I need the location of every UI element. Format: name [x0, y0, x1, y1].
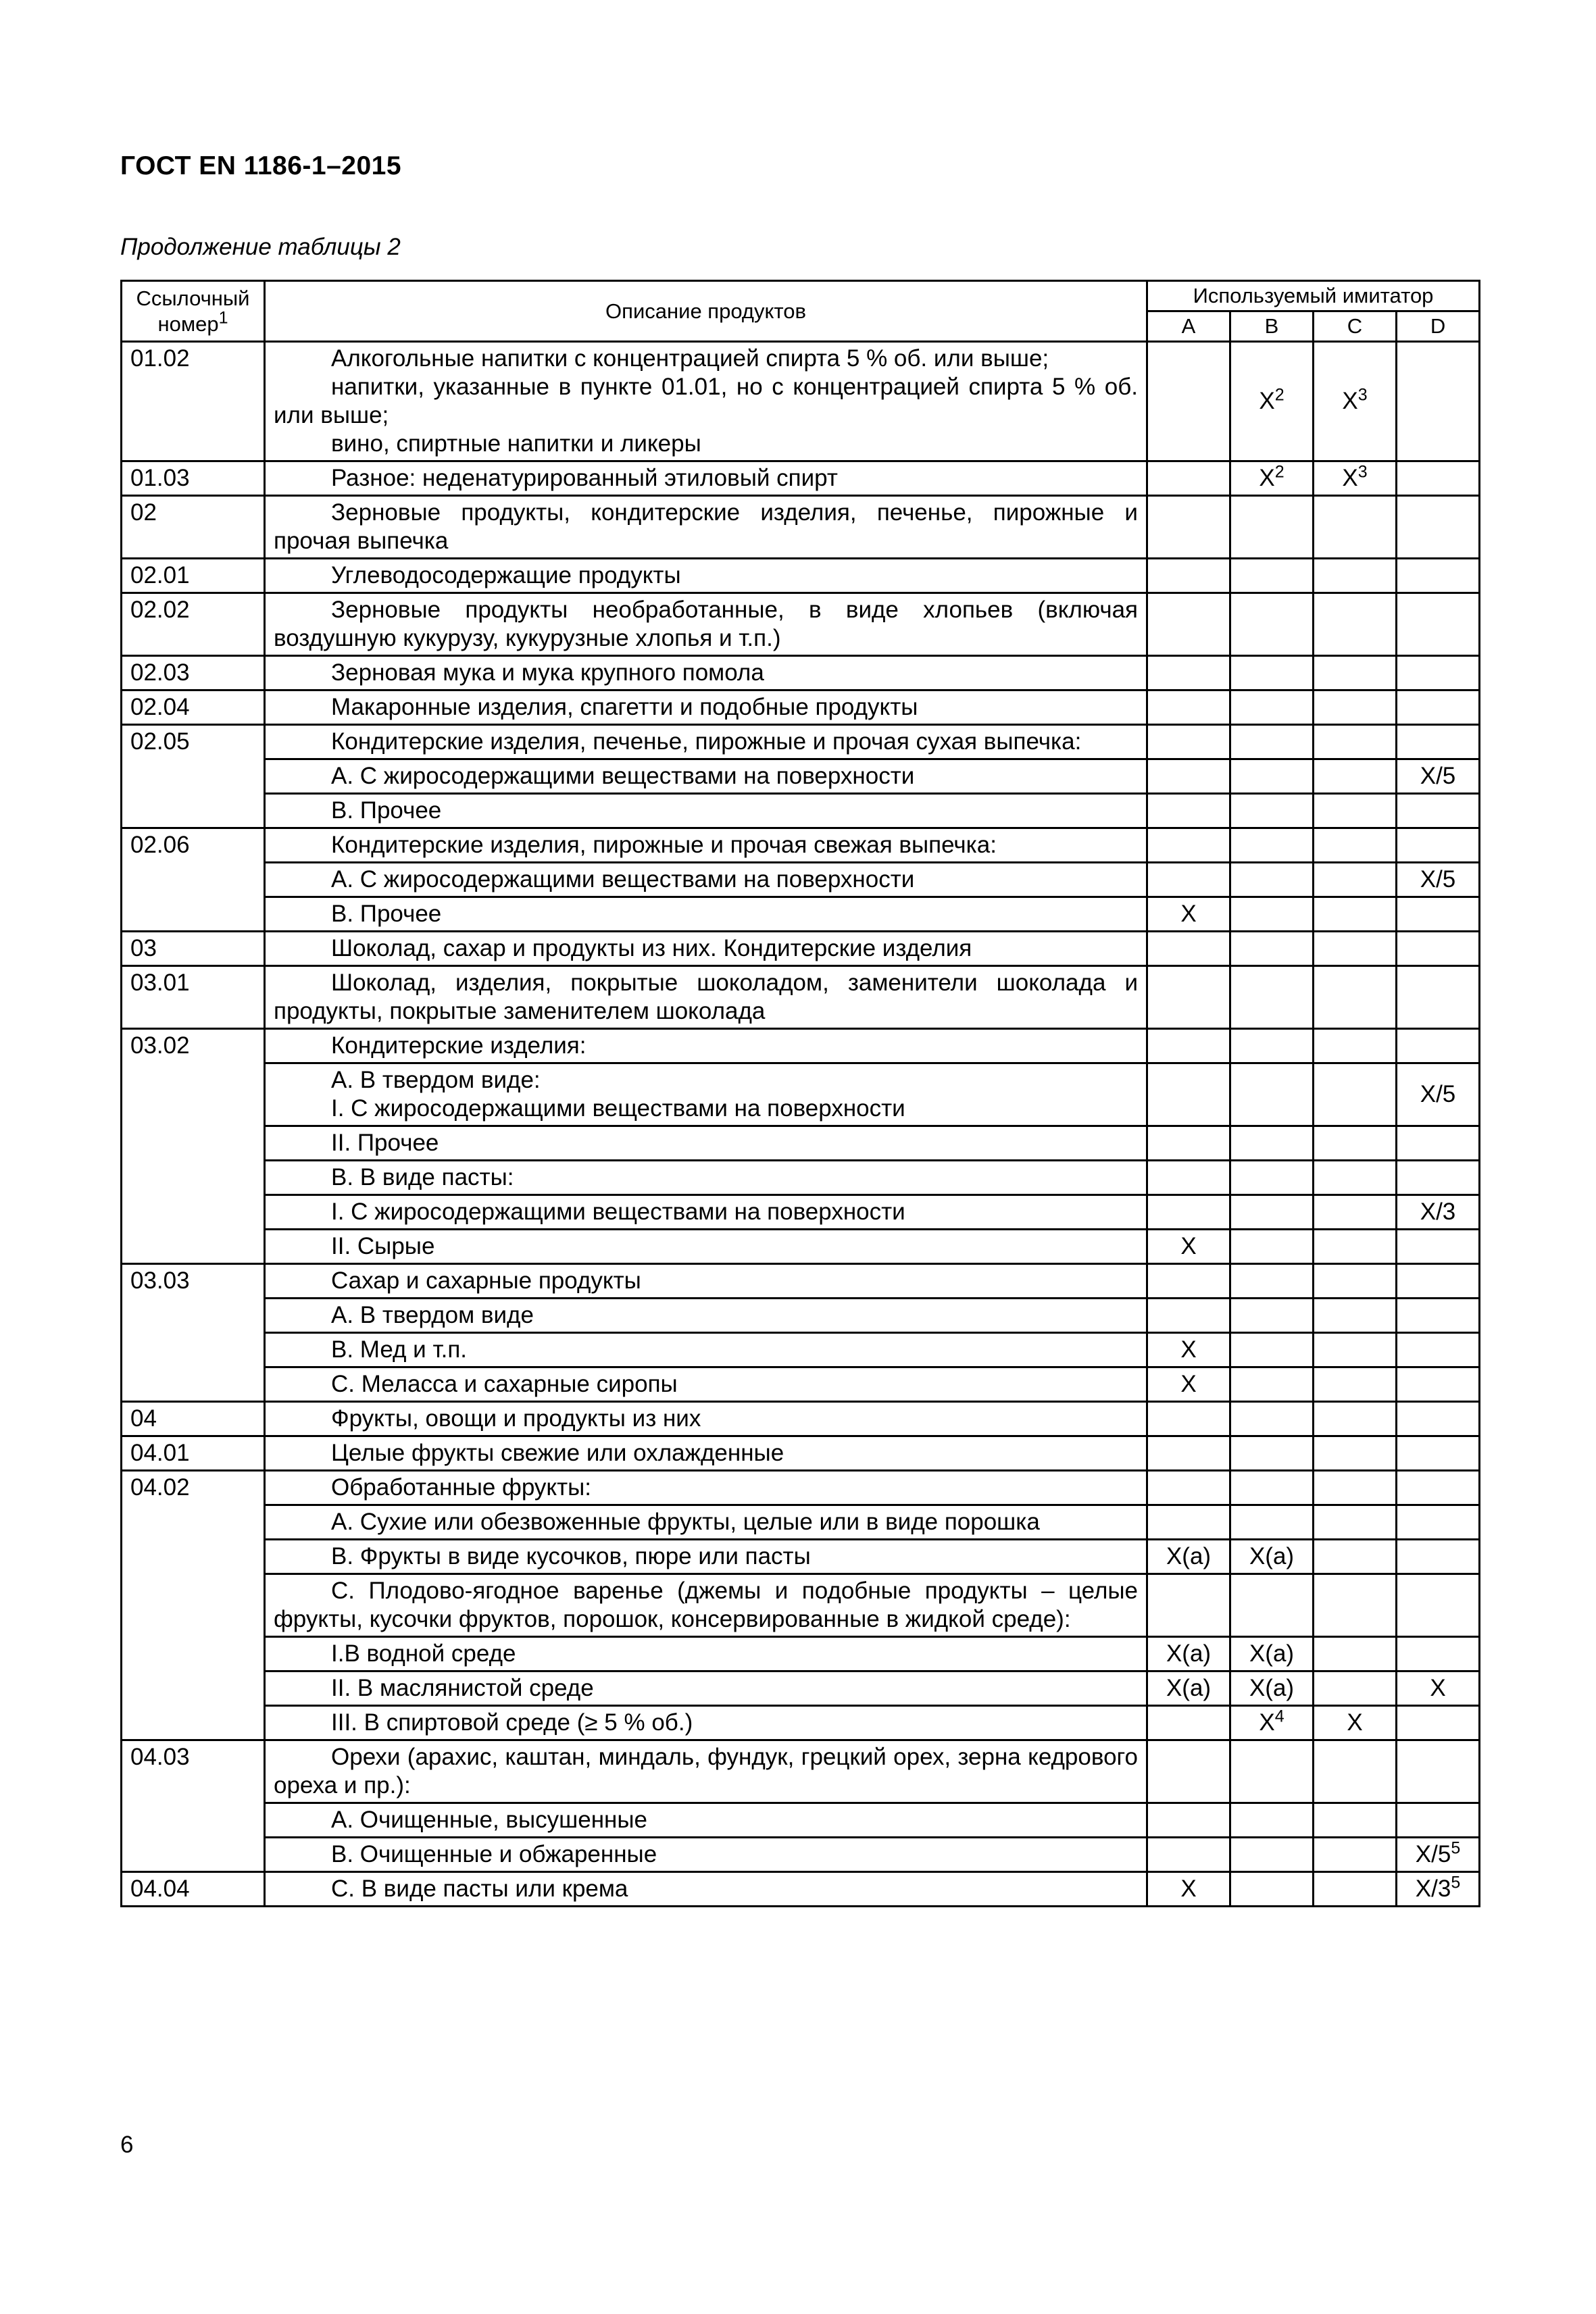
- mark-d: [1397, 932, 1480, 966]
- mark-d: [1397, 1436, 1480, 1471]
- table-row: [122, 1574, 1480, 1637]
- description: Алкогольные напитки с концентрацией спирта 5 % об. или выше; напитки, указанные в пункте 01.01, но с концентрацией спирта 5 % об. или выше; вино, спиртные напитки и ликеры: [265, 342, 1147, 461]
- ref-code: 03.02: [122, 1029, 265, 1264]
- mark-b: [1230, 1471, 1314, 1505]
- table-row: [122, 1299, 1480, 1333]
- mark-a: [1147, 794, 1230, 828]
- mark-a: X: [1147, 1872, 1230, 1907]
- mark-a: [1147, 1505, 1230, 1540]
- mark-c: [1314, 828, 1397, 863]
- mark-c: [1314, 1471, 1397, 1505]
- mark-a: X(a): [1147, 1637, 1230, 1671]
- description: Шоколад, изделия, покрытые шоколадом, заменители шоколада и продукты, покрытые заменителем шоколада: [265, 966, 1147, 1029]
- ref-code: 01.02: [122, 342, 265, 461]
- mark-c: [1314, 1872, 1397, 1907]
- description: A. С жиросодержащими веществами на поверхности: [265, 863, 1147, 897]
- mark-b: $X^2$: [1230, 461, 1314, 496]
- mark-d: $X/5^5$: [1397, 1838, 1480, 1872]
- mark-a: X: [1147, 1367, 1230, 1402]
- table-row: [122, 1029, 1480, 1063]
- mark-d: [1397, 794, 1480, 828]
- description: II. Сырые: [265, 1230, 1147, 1264]
- mark-d: [1397, 496, 1480, 559]
- mark-b: X(a): [1230, 1671, 1314, 1706]
- description: B. Прочее: [265, 794, 1147, 828]
- mark-d: [1397, 1505, 1480, 1540]
- document-title: ГОСТ EN 1186-1–2015: [120, 151, 402, 180]
- mark-c: [1314, 593, 1397, 656]
- description: Разное: неденатурированный этиловый спирт: [265, 461, 1147, 496]
- mark-b: [1230, 1126, 1314, 1161]
- ref-code: 04.02: [122, 1471, 265, 1740]
- mark-b: [1230, 1574, 1314, 1637]
- mark-c: [1314, 1637, 1397, 1671]
- description: Сахар и сахарные продукты: [265, 1264, 1147, 1299]
- table-row: [122, 1838, 1480, 1872]
- header-sim-a: A: [1147, 311, 1230, 342]
- mark-d: [1397, 690, 1480, 725]
- mark-d: [1397, 461, 1480, 496]
- mark-b: [1230, 1230, 1314, 1264]
- mark-d: X: [1397, 1671, 1480, 1706]
- mark-c: $X^3$: [1314, 342, 1397, 461]
- mark-c: [1314, 863, 1397, 897]
- description: Обработанные фрукты:: [265, 1471, 1147, 1505]
- mark-d: [1397, 1803, 1480, 1838]
- description: Кондитерские изделия, печенье, пирожные и прочая сухая выпечка:: [265, 725, 1147, 759]
- mark-c: [1314, 1264, 1397, 1299]
- header-description: Описание продуктов: [265, 281, 1147, 342]
- ref-code: 02.05: [122, 725, 265, 828]
- table-row: [122, 1436, 1480, 1471]
- mark-a: [1147, 1471, 1230, 1505]
- mark-d: [1397, 1402, 1480, 1436]
- table-row: [122, 1402, 1480, 1436]
- table-row: [122, 1063, 1480, 1126]
- table-row: [122, 725, 1480, 759]
- mark-b: [1230, 496, 1314, 559]
- mark-a: [1147, 1029, 1230, 1063]
- mark-c: $X^3$: [1314, 461, 1397, 496]
- mark-c: [1314, 1333, 1397, 1367]
- mark-c: [1314, 1671, 1397, 1706]
- mark-d: X/5: [1397, 759, 1480, 794]
- mark-c: [1314, 496, 1397, 559]
- description: A. Сухие или обезвоженные фрукты, целые или в виде порошка: [265, 1505, 1147, 1540]
- mark-b: [1230, 932, 1314, 966]
- mark-c: [1314, 656, 1397, 690]
- ref-code: 02.02: [122, 593, 265, 656]
- description: Кондитерские изделия:: [265, 1029, 1147, 1063]
- table-row: [122, 897, 1480, 932]
- description: Зерновые продукты, кондитерские изделия, печенье, пирожные и прочая выпечка: [265, 496, 1147, 559]
- ref-code: 04.04: [122, 1872, 265, 1907]
- mark-c: [1314, 1740, 1397, 1803]
- table-row: [122, 1264, 1480, 1299]
- mark-b: [1230, 690, 1314, 725]
- description: B. Фрукты в виде кусочков, пюре или пасты: [265, 1540, 1147, 1574]
- mark-a: [1147, 1299, 1230, 1333]
- description: B. Очищенные и обжаренные: [265, 1838, 1147, 1872]
- mark-d: [1397, 828, 1480, 863]
- mark-b: [1230, 725, 1314, 759]
- table-row: [122, 461, 1480, 496]
- mark-a: [1147, 1126, 1230, 1161]
- mark-d: [1397, 1126, 1480, 1161]
- mark-a: [1147, 593, 1230, 656]
- ref-code: 04: [122, 1402, 265, 1436]
- table-row: [122, 966, 1480, 1029]
- table-row: [122, 1367, 1480, 1402]
- description: B. Прочее: [265, 897, 1147, 932]
- mark-a: [1147, 828, 1230, 863]
- mark-c: [1314, 559, 1397, 593]
- mark-b: [1230, 1161, 1314, 1195]
- mark-d: [1397, 1299, 1480, 1333]
- description: II. Прочее: [265, 1126, 1147, 1161]
- table-row: [122, 1505, 1480, 1540]
- mark-b: [1230, 1402, 1314, 1436]
- mark-d: [1397, 1161, 1480, 1195]
- mark-c: [1314, 1436, 1397, 1471]
- mark-a: X: [1147, 897, 1230, 932]
- description: B. В виде пасты:: [265, 1161, 1147, 1195]
- description: A. С жиросодержащими веществами на поверхности: [265, 759, 1147, 794]
- header-simulant: Используемый имитатор: [1147, 281, 1480, 311]
- mark-c: X: [1314, 1706, 1397, 1740]
- mark-c: [1314, 1195, 1397, 1230]
- page-number: 6: [120, 2132, 134, 2158]
- ref-code: 04.01: [122, 1436, 265, 1471]
- mark-c: [1314, 897, 1397, 932]
- header-row: [122, 281, 1480, 311]
- header-sim-c: C: [1314, 311, 1397, 342]
- mark-a: [1147, 725, 1230, 759]
- mark-b: X(a): [1230, 1540, 1314, 1574]
- mark-b: [1230, 1505, 1314, 1540]
- mark-b: [1230, 1838, 1314, 1872]
- mark-d: [1397, 1637, 1480, 1671]
- mark-a: [1147, 1740, 1230, 1803]
- mark-c: [1314, 1126, 1397, 1161]
- mark-d: [1397, 1264, 1480, 1299]
- mark-a: [1147, 1803, 1230, 1838]
- mark-d: [1397, 559, 1480, 593]
- mark-d: X/5: [1397, 863, 1480, 897]
- mark-b: [1230, 897, 1314, 932]
- mark-b: [1230, 966, 1314, 1029]
- table-row: [122, 1671, 1480, 1706]
- table-row: [122, 759, 1480, 794]
- table-row: [122, 1740, 1480, 1803]
- mark-a: [1147, 1436, 1230, 1471]
- mark-c: [1314, 1161, 1397, 1195]
- description: A. Очищенные, высушенные: [265, 1803, 1147, 1838]
- ref-code: 02.04: [122, 690, 265, 725]
- table-row: [122, 1161, 1480, 1195]
- description: C. В виде пасты или крема: [265, 1872, 1147, 1907]
- header-ref-number: Ссылочный номер$^1$: [122, 281, 265, 342]
- mark-c: [1314, 759, 1397, 794]
- table-caption: Продолжение таблицы 2: [120, 234, 401, 260]
- mark-c: [1314, 932, 1397, 966]
- ref-code: 03: [122, 932, 265, 966]
- table-row: [122, 863, 1480, 897]
- table-row: [122, 794, 1480, 828]
- mark-c: [1314, 1402, 1397, 1436]
- mark-d: X/5: [1397, 1063, 1480, 1126]
- ref-code: 02.03: [122, 656, 265, 690]
- description: I.В водной среде: [265, 1637, 1147, 1671]
- mark-b: [1230, 1299, 1314, 1333]
- mark-c: [1314, 1299, 1397, 1333]
- mark-d: [1397, 897, 1480, 932]
- mark-b: [1230, 1436, 1314, 1471]
- mark-a: [1147, 559, 1230, 593]
- table-row: [122, 656, 1480, 690]
- header-sim-d: D: [1397, 311, 1480, 342]
- table-row: [122, 1471, 1480, 1505]
- mark-c: [1314, 1367, 1397, 1402]
- table-row: [122, 1872, 1480, 1907]
- table-row: [122, 559, 1480, 593]
- mark-d: [1397, 1230, 1480, 1264]
- description: Зерновые продукты необработанные, в виде хлопьев (включая воздушную кукурузу, кукурузные хлопья и т.п.): [265, 593, 1147, 656]
- mark-b: [1230, 828, 1314, 863]
- mark-a: [1147, 656, 1230, 690]
- mark-a: [1147, 690, 1230, 725]
- mark-b: [1230, 1195, 1314, 1230]
- mark-a: [1147, 1706, 1230, 1740]
- mark-c: [1314, 690, 1397, 725]
- mark-b: [1230, 1740, 1314, 1803]
- description: Кондитерские изделия, пирожные и прочая свежая выпечка:: [265, 828, 1147, 863]
- ref-code: 02: [122, 496, 265, 559]
- mark-a: [1147, 461, 1230, 496]
- mark-c: [1314, 1505, 1397, 1540]
- ref-code: 03.01: [122, 966, 265, 1029]
- table-row: [122, 690, 1480, 725]
- table-row: [122, 828, 1480, 863]
- mark-a: [1147, 932, 1230, 966]
- mark-a: X: [1147, 1230, 1230, 1264]
- mark-d: [1397, 1540, 1480, 1574]
- description: Орехи (арахис, каштан, миндаль, фундук, грецкий орех, зерна кедрового ореха и пр.):: [265, 1740, 1147, 1803]
- mark-b: [1230, 794, 1314, 828]
- mark-a: [1147, 1063, 1230, 1126]
- mark-a: [1147, 1838, 1230, 1872]
- description: Зерновая мука и мука крупного помола: [265, 656, 1147, 690]
- mark-c: [1314, 1803, 1397, 1838]
- mark-a: [1147, 342, 1230, 461]
- mark-b: [1230, 1367, 1314, 1402]
- mark-d: [1397, 1740, 1480, 1803]
- table-row: [122, 1803, 1480, 1838]
- description: II. В маслянистой среде: [265, 1671, 1147, 1706]
- mark-b: [1230, 593, 1314, 656]
- ref-code: 04.03: [122, 1740, 265, 1872]
- table-row: [122, 593, 1480, 656]
- table-row: [122, 496, 1480, 559]
- mark-a: [1147, 1402, 1230, 1436]
- mark-d: X/3: [1397, 1195, 1480, 1230]
- mark-c: [1314, 1029, 1397, 1063]
- mark-c: [1314, 1574, 1397, 1637]
- mark-c: [1314, 794, 1397, 828]
- mark-d: [1397, 1471, 1480, 1505]
- mark-c: [1314, 1063, 1397, 1126]
- table-row: [122, 1637, 1480, 1671]
- mark-a: [1147, 1574, 1230, 1637]
- table-row: [122, 1126, 1480, 1161]
- mark-b: [1230, 559, 1314, 593]
- header-sim-b: B: [1230, 311, 1314, 342]
- mark-d: [1397, 1574, 1480, 1637]
- mark-d: [1397, 593, 1480, 656]
- description: B. Мед и т.п.: [265, 1333, 1147, 1367]
- mark-a: [1147, 863, 1230, 897]
- mark-b: X(a): [1230, 1637, 1314, 1671]
- mark-d: [1397, 1333, 1480, 1367]
- mark-c: [1314, 966, 1397, 1029]
- mark-c: [1314, 1540, 1397, 1574]
- mark-b: [1230, 1333, 1314, 1367]
- mark-d: [1397, 1367, 1480, 1402]
- mark-a: [1147, 759, 1230, 794]
- table-row: [122, 1195, 1480, 1230]
- products-table: [120, 280, 1480, 1907]
- mark-d: [1397, 1706, 1480, 1740]
- description: A. В твердом виде: I. С жиросодержащими веществами на поверхности: [265, 1063, 1147, 1126]
- table-row: [122, 1540, 1480, 1574]
- description: Макаронные изделия, спагетти и подобные продукты: [265, 690, 1147, 725]
- description: Углеводосодержащие продукты: [265, 559, 1147, 593]
- description: I. С жиросодержащими веществами на поверхности: [265, 1195, 1147, 1230]
- mark-b: [1230, 656, 1314, 690]
- mark-a: [1147, 1195, 1230, 1230]
- description: C. Меласса и сахарные сиропы: [265, 1367, 1147, 1402]
- mark-d: [1397, 342, 1480, 461]
- mark-a: [1147, 496, 1230, 559]
- mark-d: [1397, 725, 1480, 759]
- mark-b: $X^2$: [1230, 342, 1314, 461]
- table-row: [122, 1706, 1480, 1740]
- mark-d: $X/3^5$: [1397, 1872, 1480, 1907]
- description: A. В твердом виде: [265, 1299, 1147, 1333]
- mark-b: [1230, 1872, 1314, 1907]
- mark-d: [1397, 966, 1480, 1029]
- mark-c: [1314, 1230, 1397, 1264]
- mark-b: [1230, 1264, 1314, 1299]
- mark-c: [1314, 725, 1397, 759]
- description: III. В спиртовой среде (≥ 5 % об.): [265, 1706, 1147, 1740]
- description: Фрукты, овощи и продукты из них: [265, 1402, 1147, 1436]
- mark-b: [1230, 1029, 1314, 1063]
- mark-a: X(a): [1147, 1671, 1230, 1706]
- description: C. Плодово-ягодное варенье (джемы и подобные продукты – целые фрукты, кусочки фруктов, порошок, консервированные в жидкой среде):: [265, 1574, 1147, 1637]
- description: Целые фрукты свежие или охлажденные: [265, 1436, 1147, 1471]
- mark-c: [1314, 1838, 1397, 1872]
- mark-b: [1230, 1063, 1314, 1126]
- ref-code: 03.03: [122, 1264, 265, 1402]
- description: Шоколад, сахар и продукты из них. Кондитерские изделия: [265, 932, 1147, 966]
- mark-b: [1230, 759, 1314, 794]
- mark-d: [1397, 656, 1480, 690]
- table-row: [122, 1230, 1480, 1264]
- mark-a: [1147, 1264, 1230, 1299]
- table-row: [122, 1333, 1480, 1367]
- mark-b: $X^4$: [1230, 1706, 1314, 1740]
- mark-d: [1397, 1029, 1480, 1063]
- ref-code: 01.03: [122, 461, 265, 496]
- table-row: [122, 932, 1480, 966]
- mark-a: [1147, 1161, 1230, 1195]
- mark-a: [1147, 966, 1230, 1029]
- table-row: [122, 342, 1480, 461]
- mark-a: X(a): [1147, 1540, 1230, 1574]
- mark-b: [1230, 1803, 1314, 1838]
- mark-a: X: [1147, 1333, 1230, 1367]
- mark-b: [1230, 863, 1314, 897]
- ref-code: 02.06: [122, 828, 265, 932]
- ref-code: 02.01: [122, 559, 265, 593]
